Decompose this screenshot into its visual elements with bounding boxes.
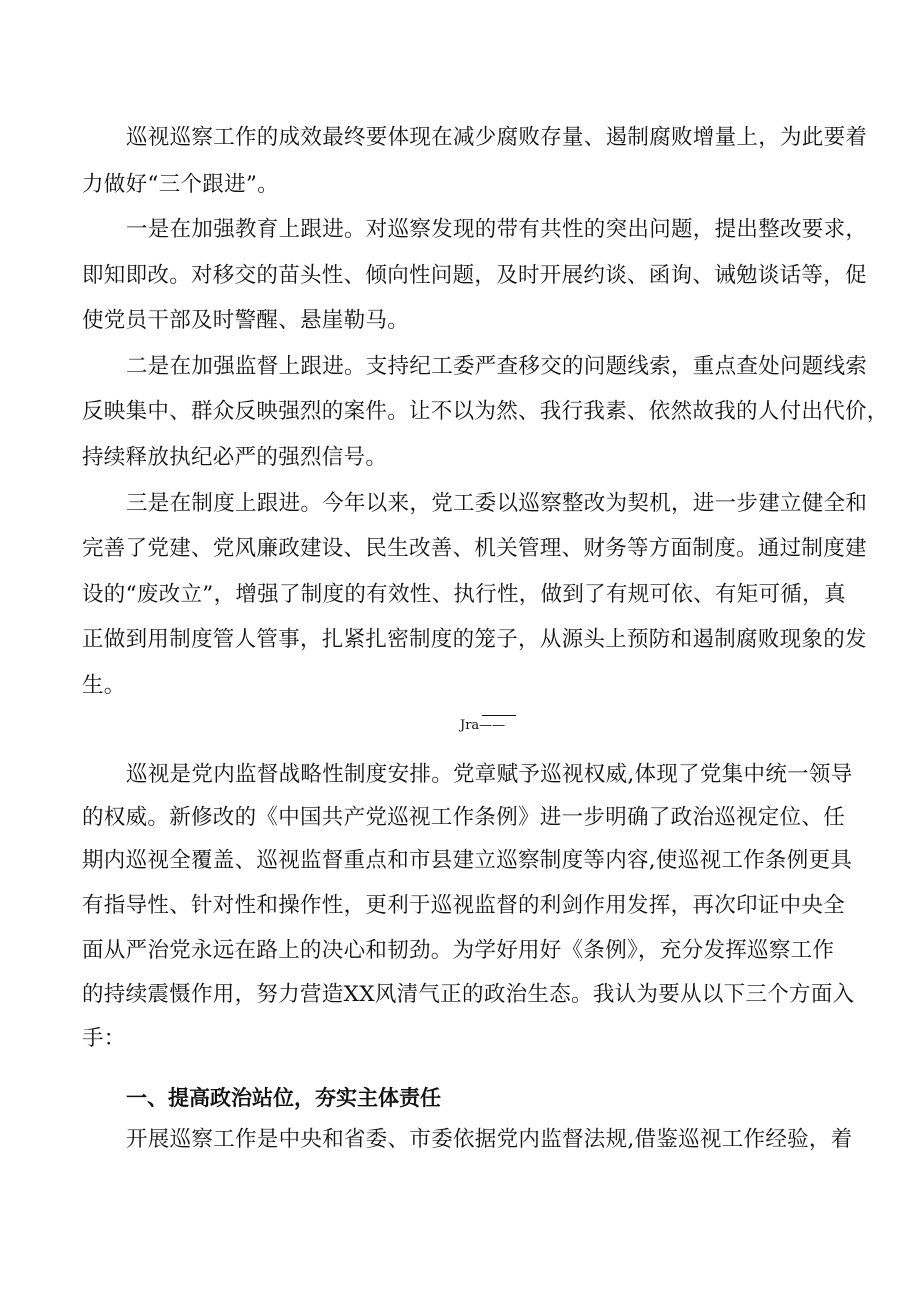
paragraph-6-line-1: 开展巡察工作是中央和省委、市委依据党内监督法规,借鉴巡视工作经验，着 [126,1127,853,1152]
paragraph-2-line-1: 一是在加强教育上跟进。对巡察发现的带有共性的突出问题，提出整改要求， [126,217,868,242]
paragraph-4-line-1: 三是在制度上跟进。今年以来，党工委以巡察整改为契机，进一步建立健全和 [126,491,868,516]
paragraph-5-line-1: 巡视是党内监督战略性制度安排。党章赋予巡视权威,体现了党集中统一领导 [126,762,853,787]
paragraph-3-line-2: 反映集中、群众反映强烈的案件。让不以为然、我行我素、依然故我的人付出代价， [82,399,889,424]
paragraph-4-line-5: 生。 [82,673,126,698]
section-separator [460,718,505,733]
paragraph-4-line-3: 设的“废改立”，增强了制度的有效性、执行性，做到了有规可依、有矩可循，真 [82,582,846,607]
paragraph-1-line-2: 力做好“三个跟进”。 [82,172,279,197]
paragraph-5-line-5: 面从严治党永远在路上的决心和韧劲。为学好用好《条例》，充分发挥巡察工作 [82,938,835,963]
paragraph-5-line-7: 手： [82,1026,126,1051]
paragraph-3-line-1: 二是在加强监督上跟进。支持纪工委严查移交的问题线索，重点查处问题线索 [126,354,868,379]
paragraph-1-line-1: 巡视巡察工作的成效最终要体现在减少腐败存量、遏制腐败增量上，为此要着 [126,125,868,150]
paragraph-5-line-6: 的持续震慑作用，努力营造XX风清气正的政治生态。我认为要从以下三个方面入 [82,982,855,1007]
paragraph-2-line-3: 使党员干部及时警醒、悬崖勒马。 [82,308,410,333]
paragraph-2-line-2: 即知即改。对移交的苗头性、倾向性问题，及时开展约谈、函询、诫勉谈话等，促 [82,263,867,288]
paragraph-4-line-2: 完善了党建、党风廉政建设、民生改善、机关管理、财务等方面制度。通过制度建 [82,536,867,561]
section-heading: 一、提高政治站位，夯实主体责任 [126,1086,441,1110]
separator-rule [482,715,516,716]
paragraph-4-line-4: 正做到用制度管人管事，扎紧扎密制度的笼子，从源头上预防和遏制腐败现象的发 [82,627,867,652]
paragraph-5-line-2: 的权威。新修改的《中国共产党巡视工作条例》进一步明确了政治巡视定位、任 [82,805,846,830]
paragraph-5-line-3: 期内巡视全覆盖、巡视监督重点和市县建立巡察制度等内容,使巡视工作条例更具 [82,848,853,873]
separator-text: Jra—— [460,718,506,733]
paragraph-5-line-4: 有指导性、针对性和操作性，更利于巡视监督的利剑作用发挥，再次印证中央全 [82,893,846,918]
paragraph-3-line-3: 持续释放执纪必严的强烈信号。 [82,445,388,470]
